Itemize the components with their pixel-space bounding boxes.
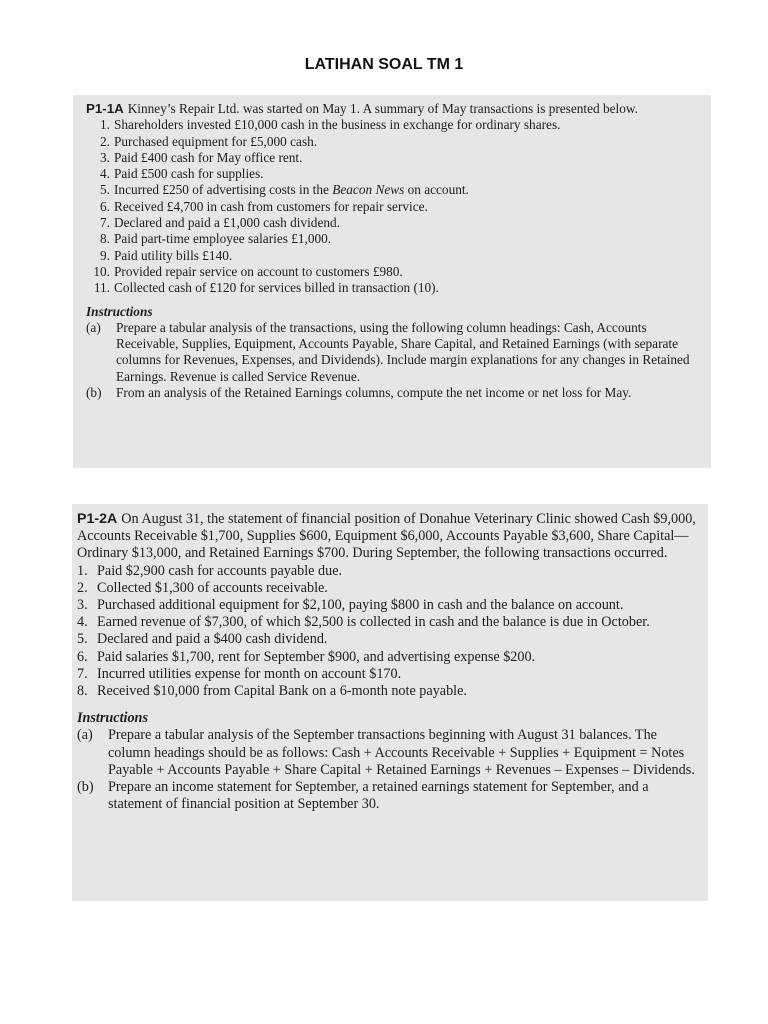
list-item: [86, 134, 699, 150]
item-text: Paid £500 cash for supplies.: [114, 166, 264, 182]
instruction-item: [77, 779, 702, 813]
item-text: Collected cash of £120 for services billed in transaction (10).: [114, 280, 439, 296]
item-text-after: on account.: [404, 182, 469, 198]
list-item: [86, 182, 699, 198]
problem-intro-text: Kinney’s Repair Ltd. was started on May 1. A summary of May transactions is presented below.: [127, 101, 638, 116]
item-number: 2.: [77, 579, 88, 596]
instructions-heading: Instructions: [77, 710, 148, 727]
list-item: [86, 166, 699, 182]
item-text: Declared and paid a $400 cash dividend.: [97, 631, 328, 648]
instruction-text: Prepare a tabular analysis of the transactions, using the following column headings: Cash, Accounts Receivable, Supplies, Equipment, Accounts Payable, Share Capital, and Retained Earnings (with separate columns for Revenues, Expenses, and Dividends). Include margin explanations for any changes in Retained Earnings. Revenue is called Service Revenue.: [116, 319, 690, 384]
list-item: [86, 215, 699, 231]
list-item: [86, 280, 699, 296]
item-text: Shareholders invested £10,000 cash in the business in exchange for ordinary shares.: [114, 117, 561, 133]
list-item: [86, 199, 699, 215]
list-item: [86, 231, 699, 247]
list-item: [77, 631, 702, 648]
list-item: [77, 666, 702, 683]
item-text: Paid £400 cash for May office rent.: [114, 149, 303, 165]
instruction-item: [77, 727, 702, 779]
instruction-text: Prepare an income statement for September, a retained earnings statement for September, and a statement of financial position at September 30.: [108, 779, 649, 813]
list-item: [77, 597, 702, 614]
instruction-item: [86, 320, 699, 385]
item-text: Provided repair service on account to customers £980.: [114, 263, 403, 279]
item-text: Received £4,700 in cash from customers for repair service.: [114, 198, 428, 214]
item-number: 6.: [77, 648, 88, 665]
item-number: 6.: [100, 198, 110, 214]
item-text: Earned revenue of $7,300, of which $2,500 is collected in cash and the balance is due in October.: [97, 614, 650, 631]
item-number: 3.: [77, 597, 88, 614]
item-text: Purchased equipment for £5,000 cash.: [114, 133, 318, 149]
item-number: 1.: [77, 562, 88, 579]
page-title: LATIHAN SOAL TM 1: [304, 56, 464, 73]
list-item: [86, 117, 699, 133]
problem-p1-1a-box: [73, 95, 711, 468]
item-number: 11.: [93, 280, 110, 296]
item-text: Declared and paid a £1,000 cash dividend.: [114, 215, 340, 231]
item-number: 5.: [77, 631, 88, 648]
instruction-label: (b): [86, 385, 102, 401]
instructions-heading: Instructions: [86, 303, 153, 319]
list-item: [77, 614, 702, 631]
item-number: 4.: [100, 166, 110, 182]
item-text: Purchased additional equipment for $2,100, paying $800 in cash and the balance on account.: [97, 597, 624, 614]
transaction-list: [77, 563, 702, 701]
instruction-label: (b): [77, 779, 94, 796]
item-number: 4.: [77, 614, 88, 631]
instruction-text: Prepare a tabular analysis of the September transactions beginning with August 31 balances. The column headings should be as follows: Cash + Accounts Receivable + Supplies + Equipment = Notes Payable + Accounts Payable + Share Capital + Retained Earnings + Revenues – Expenses – Dividends.: [108, 727, 695, 778]
list-item: [77, 683, 702, 700]
instruction-text: From an analysis of the Retained Earnings columns, compute the net income or net loss for May.: [116, 385, 632, 401]
instruction-item: [86, 385, 699, 401]
problem-code: P1-1A: [86, 101, 124, 116]
list-item: [77, 563, 702, 580]
instruction-label: (a): [77, 727, 93, 744]
item-text: Incurred utilities expense for month on account $170.: [97, 665, 402, 682]
instruction-label: (a): [86, 319, 101, 335]
item-text: Paid salaries $1,700, rent for September $900, and advertising expense $200.: [97, 648, 536, 665]
item-text: Collected $1,300 of accounts receivable.: [97, 579, 328, 596]
problem-p1-2a-box: [72, 504, 708, 901]
item-text: Received $10,000 from Capital Bank on a 6-month note payable.: [97, 683, 467, 700]
list-item: [86, 264, 699, 280]
item-number: 8.: [100, 231, 110, 247]
item-number: 9.: [100, 247, 110, 263]
instructions-list: [77, 727, 702, 813]
publication-name: Beacon News: [332, 182, 405, 198]
instructions-list: [86, 320, 699, 401]
list-item: [86, 248, 699, 264]
problem-code: P1-2A: [77, 511, 118, 527]
item-number: 1.: [100, 117, 110, 133]
item-number: 7.: [77, 665, 88, 682]
problem-intro: [77, 511, 702, 563]
list-item: [77, 580, 702, 597]
problem-intro-text: On August 31, the statement of financial position of Donahue Veterinary Clinic showed Cash $9,000, Accounts Receivable $1,700, Supplies $600, Equipment $6,000, Accounts Payable $3,600, Share Capital—Ordinary $13,000, and Retained Earnings $700. During September, the following transactions occurred.: [77, 511, 696, 562]
item-text: Paid $2,900 cash for accounts payable due.: [97, 562, 343, 579]
item-text: Paid part-time employee salaries £1,000.: [114, 231, 332, 247]
item-number: 2.: [100, 133, 110, 149]
item-number: 5.: [100, 182, 110, 198]
item-text: Paid utility bills £140.: [114, 247, 233, 263]
list-item: [77, 649, 702, 666]
item-number: 7.: [100, 215, 110, 231]
item-number: 8.: [77, 683, 88, 700]
transaction-list: [86, 117, 699, 296]
item-text-before: Incurred £250 of advertising costs in the: [114, 182, 333, 198]
item-number: 10.: [93, 263, 110, 279]
item-number: 3.: [100, 149, 110, 165]
list-item: [86, 150, 699, 166]
problem-intro: [86, 101, 699, 117]
